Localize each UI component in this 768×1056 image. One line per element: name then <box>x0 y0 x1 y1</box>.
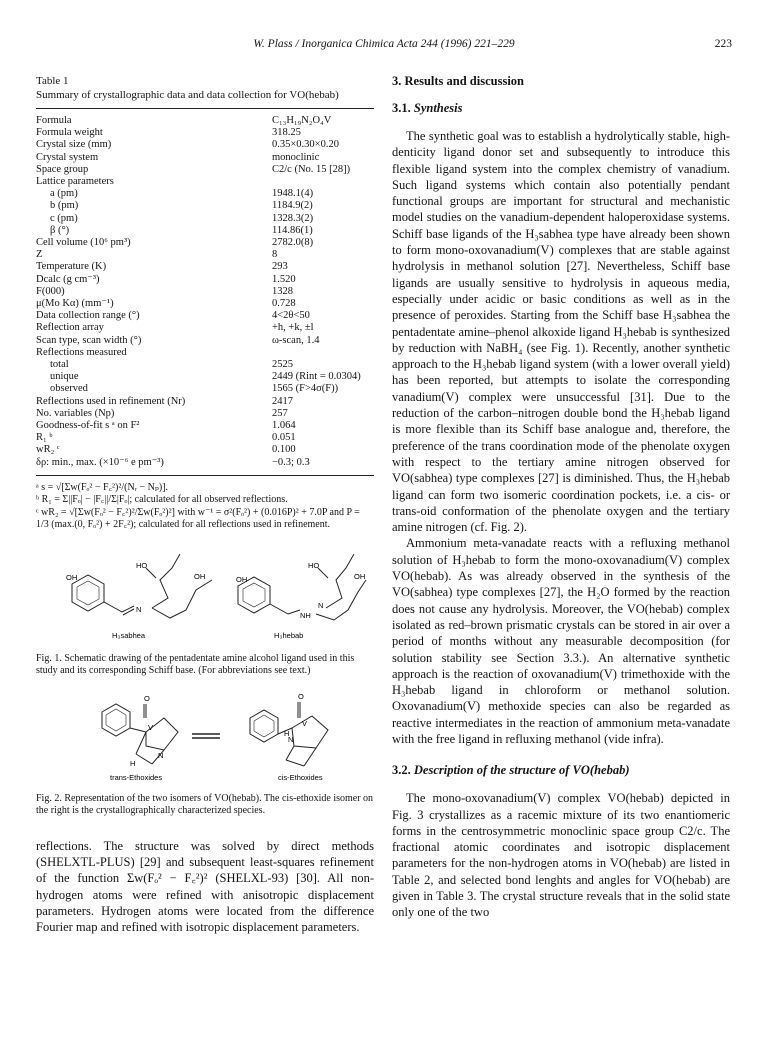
synthesis-paragraph-1: The synthetic goal was to establish a hydrolytically stable, high-denticity ligand donor set and subsequently to introduce this flexible ligand system into the complex chemistry of vanadium. Such ligand systems which contain also potentially pendant functional groups are important for structural and mechanistic model studies on the vanadium-dependent haloperoxidase systems. Schiff base ligands of the H₃sabhea type have already been shown to form mono-oxovanadium(V) complexes that are stable against hydrolysis in methanol solution [27]. Nevertheless, Schiff base ligands are usually sensitive to hydrolysis in aqueous media, especially under acidic or basic conditions as well as in the presence of peroxides. Starting from the Schiff base H₃sabhea the pentadentate amine–phenol alkoxide ligand H₃hebab is synthesized by reduction with NaBH₄ (see Fig. 1). Recently, another synthetic approach to the H₃hebab ligand system (with a lower overall yield) has been reported, but attempts to isolate the corresponding vanadium(V) complex were unsuccessful [31]. Due to the reduction of the carbon–nitrogen double bond the H₃hebab ligand is more flexible than its Schiff base analogue and, therefore, the preference of the trans coordination mode of the phenolate oxygen with respect to the tertiary amine nitrogen observed for VO(sabhea) type complexes [27] is diminished. Thus, the H₃hebab ligand can form two isomeric coordination pockets, i.e. a cis- or trans-oid conformation of the phenolate oxygen and the tertiary amine nitrogen (cf. Fig. 2). <box>392 129 730 535</box>
table-row <box>36 298 374 310</box>
crystallographic-table <box>36 115 374 469</box>
table-row <box>36 274 374 286</box>
table-row-label: Goodness-of-fit s ᵃ on F² <box>36 420 140 432</box>
table-row-label: Scan type, scan width (°) <box>36 334 142 346</box>
figure-1-caption: Fig. 1. Schematic drawing of the pentadentate amine alcohol ligand used in this study and its corresponding Schiff base. (For abbreviations see text.) <box>36 652 355 677</box>
table-row-value: 0.35×0.30×0.20 <box>272 139 339 151</box>
fig2-n-left: N <box>158 750 164 760</box>
running-head: W. Plass / Inorganica Chimica Acta 244 (1996) 221–229 <box>253 38 515 50</box>
table-row-value: 0.728 <box>272 298 296 310</box>
table-row-value <box>272 176 374 188</box>
table-row <box>36 322 374 334</box>
table-row-label: Data collection range (°) <box>36 310 140 322</box>
table-row <box>36 347 374 359</box>
left-column <box>36 74 374 936</box>
table-row-value: 1565 (F>4σ(F)) <box>272 383 339 395</box>
table-row <box>36 444 374 456</box>
table-row-label: wR₂ ᶜ <box>36 444 60 456</box>
table-row-label: Crystal system <box>36 151 99 163</box>
fig1-name-right: H₃hebab <box>274 630 304 640</box>
table-row-value: 257 <box>272 407 288 419</box>
fig1-oh-top-right: OH <box>354 571 366 581</box>
table-row-label: Lattice parameters <box>36 176 114 188</box>
table-row <box>36 164 374 176</box>
table-row <box>36 371 374 383</box>
table-row <box>36 225 374 237</box>
fig2-name-left: trans-Ethoxides <box>110 772 163 782</box>
table-row-label: Formula <box>36 115 72 126</box>
fig1-oh-top-left: OH <box>194 571 206 581</box>
page-number: 223 <box>714 38 732 50</box>
table-row <box>36 408 374 420</box>
table-row-value: 2525 <box>272 359 293 371</box>
table-row-label: Reflections measured <box>36 346 127 358</box>
table-row-value: 2417 <box>272 395 293 407</box>
table-row <box>36 457 374 469</box>
structure-paragraph: The mono-oxovanadium(V) complex VO(hebab) depicted in Fig. 3 crystallizes as a racemic mixture of its two enantiomeric forms in the centrosymmetric monoclinic space group C2/c. The fractional atomic coordinates and isotropic displacement parameters for the non-hydrogen atoms in VO(hebab) are listed in Table 2, and selected bond lenghts and angles for VO(hebab) are given in Table 3. The crystal structure reveals that in the solid state only one of the two <box>392 791 730 920</box>
table-row <box>36 152 374 164</box>
footnote-c: ᶜ wR₂ = √[Σw(Fₒ² − F꜀²)²/Σw(Fₒ²)²] with w⁻¹ = σ²(Fₒ²) + (0.016P)² + 7.0P and P = 1/3 (max.(0, Fₒ²) + 2F꜀²); calculated for all reflections used in refinement. <box>36 506 360 531</box>
table-row-value: C₁₃H₁₉N₂O₄V <box>272 115 332 126</box>
table-row <box>36 286 374 298</box>
table-footnotes <box>36 482 374 532</box>
table-row-label: c (pm) <box>50 212 78 224</box>
table-row-value: 1184.9(2) <box>272 200 313 212</box>
table-row-value: 293 <box>272 261 288 273</box>
fig1-n-left: N <box>136 604 142 614</box>
table-row <box>36 176 374 188</box>
table-row <box>36 213 374 225</box>
figure-2-drawing <box>36 688 374 784</box>
table-row-value: 318.25 <box>272 127 301 139</box>
table-row-label: Reflections used in refinement (Nr) <box>36 395 186 407</box>
synthesis-paragraph-2: Ammonium meta-vanadate reacts with a refluxing methanol solution of H₃hebab to form the mono-oxovanadium(V) complex VO(hebab). As was already observed in the synthesis of the VO(sabhea) type complexes [27], the H₂O formed by the reaction does not cause any hydrolysis. Moreover, the VO(hebab) complex isolated as red–brown prismatic crystals can be stored in air over a period of months without any measurable decomposition (for solution stability see Section 3.3.). An alternative synthetic approach is the reaction of oxovanadium(V) trimethoxide with the H₃hebab ligand in chloroform or methanol solution. Oxovanadium(V) methoxide species can also be regarded as reactive intermediates in the reaction of ammonium meta-vanadate with the free ligand in refluxing methanol (vide infra). <box>392 536 730 746</box>
table-row-label: Space group <box>36 163 89 175</box>
table-row-value: 0.051 <box>272 432 296 444</box>
table-row-label: Cell volume (10⁶ pm³) <box>36 237 131 249</box>
table-row <box>36 200 374 212</box>
subsection-title-structure <box>392 763 730 778</box>
table-row-label: Dcalc (g cm⁻³) <box>36 273 100 285</box>
table-row <box>36 188 374 200</box>
table-row-value: 1328.3(2) <box>272 212 314 224</box>
table-row <box>36 261 374 273</box>
fig2-v-left: V <box>148 722 154 732</box>
fig1-n-right: N <box>318 600 324 610</box>
page-header <box>36 38 732 54</box>
table-row-label: β (°) <box>50 224 70 236</box>
figure-2-caption: Fig. 2. Representation of the two isomers of VO(hebab). The cis-ethoxide isomer on the right is the crystallographically characterized species. <box>36 792 374 817</box>
footnote-b: ᵇ R₁ = Σ||Fₒ| − |F꜀||/Σ|Fₒ|; calculated for all observed reflections. <box>36 494 288 506</box>
table-row-label: b (pm) <box>50 200 79 212</box>
table-body <box>36 115 374 469</box>
table-row-label: a (pm) <box>50 188 78 200</box>
table-row-value: 0.100 <box>272 444 296 456</box>
table-row-label: δρ: min., max. (×10⁻⁶ e pm⁻³) <box>36 456 164 468</box>
table-row <box>36 396 374 408</box>
figure-1-drawing <box>36 546 374 644</box>
table-row <box>36 127 374 139</box>
table-row-label: Z <box>36 249 43 261</box>
table-label: Table 1 <box>36 75 69 87</box>
table-row-label: No. variables (Np) <box>36 407 115 419</box>
table-row-value: 1.520 <box>272 273 296 285</box>
table-row-value: 4<2θ<50 <box>272 310 310 322</box>
table-row-label: F(000) <box>36 285 65 297</box>
table-row-value: 1.064 <box>272 420 296 432</box>
fig2-o-right: O <box>298 691 304 701</box>
fig1-oh-ring-right: OH <box>236 574 248 584</box>
fig1-name-left: H₃sabhea <box>112 630 146 640</box>
fig2-h-right: H <box>284 728 290 738</box>
subsection-number: 3.1. <box>392 101 411 115</box>
table-row <box>36 383 374 395</box>
table-row-value: 1948.1(4) <box>272 188 314 200</box>
fig2-o-left: O <box>144 693 150 703</box>
subsection-title-synthesis <box>392 101 730 116</box>
table-row-value: 2449 (Rint = 0.0304) <box>272 371 361 383</box>
table-row-value: 2782.0(8) <box>272 237 314 249</box>
table-row <box>36 359 374 371</box>
table-row-value: ω-scan, 1.4 <box>272 334 320 346</box>
table-row-label: Formula weight <box>36 127 103 139</box>
table-top-rule <box>36 108 374 109</box>
fig1-ho-left: HO <box>136 560 148 570</box>
fig1-oh-ring-left: OH <box>66 572 78 582</box>
subsection-name: Description of the structure of VO(hebab) <box>413 763 630 778</box>
table-row-value: C2/c (No. 15 [28]) <box>272 163 351 175</box>
fig2-v-right: V <box>302 718 308 728</box>
right-column <box>392 74 730 921</box>
table-row <box>36 139 374 151</box>
subsection-name: Synthesis <box>413 101 463 115</box>
fig2-name-right: cis-Ethoxides <box>278 772 323 782</box>
table-row-value: 8 <box>272 249 278 261</box>
figure-1 <box>36 546 374 678</box>
section-title: 3. Results and discussion <box>392 74 524 88</box>
table-row-value: 114.86(1) <box>272 224 313 236</box>
table-row-label: Crystal size (mm) <box>36 139 112 151</box>
table-row-label: μ(Mo Kα) (mm⁻¹) <box>36 298 114 310</box>
table-row <box>36 420 374 432</box>
table-row-label: total <box>50 359 69 371</box>
footnote-a: ᵃ s = √[Σw(Fₒ² − F꜀²)²/(Nᵣ − Nₚ)]. <box>36 481 169 493</box>
fig2-h-left: H <box>130 758 136 768</box>
table-row <box>36 237 374 249</box>
table-row-value: +h, +k, ±l <box>272 322 314 334</box>
table-row-label: unique <box>50 371 79 383</box>
fig1-ho-right: HO <box>308 560 320 570</box>
table-bottom-rule <box>36 475 374 476</box>
fig1-nh-right: NH <box>300 610 311 620</box>
table-row-label: Temperature (K) <box>36 261 107 273</box>
table-row <box>36 115 374 127</box>
subsection-number: 3.2. <box>392 763 411 778</box>
table-row-value: 1328 <box>272 285 293 297</box>
table-caption: Summary of crystallographic data and data collection for VO(hebab) <box>36 89 339 101</box>
fig2-n-right: N <box>288 734 294 744</box>
table-row <box>36 432 374 444</box>
left-body-paragraph: reflections. The structure was solved by direct methods (SHELXTL-PLUS) [29] and subsequent least-squares refinement of the function Σw(Fₒ² − F꜀²)² (SHELXL-93) [30]. All non-hydrogen atoms were refined with anisotropic displacement parameters. Hydrogen atoms were located from the difference Fourier map and refined with isotropic displacement parameters. <box>36 838 374 935</box>
table-row <box>36 310 374 322</box>
figure-2 <box>36 688 374 818</box>
table-row-value <box>272 347 374 359</box>
table-row <box>36 335 374 347</box>
table-row-value: monoclinic <box>272 151 320 163</box>
table-row-label: observed <box>50 383 88 395</box>
table-row-value: −0.3; 0.3 <box>272 456 310 468</box>
table-row-label: R₁ ᵇ <box>36 432 53 444</box>
table-row-label: Reflection array <box>36 322 104 334</box>
table-row <box>36 249 374 261</box>
